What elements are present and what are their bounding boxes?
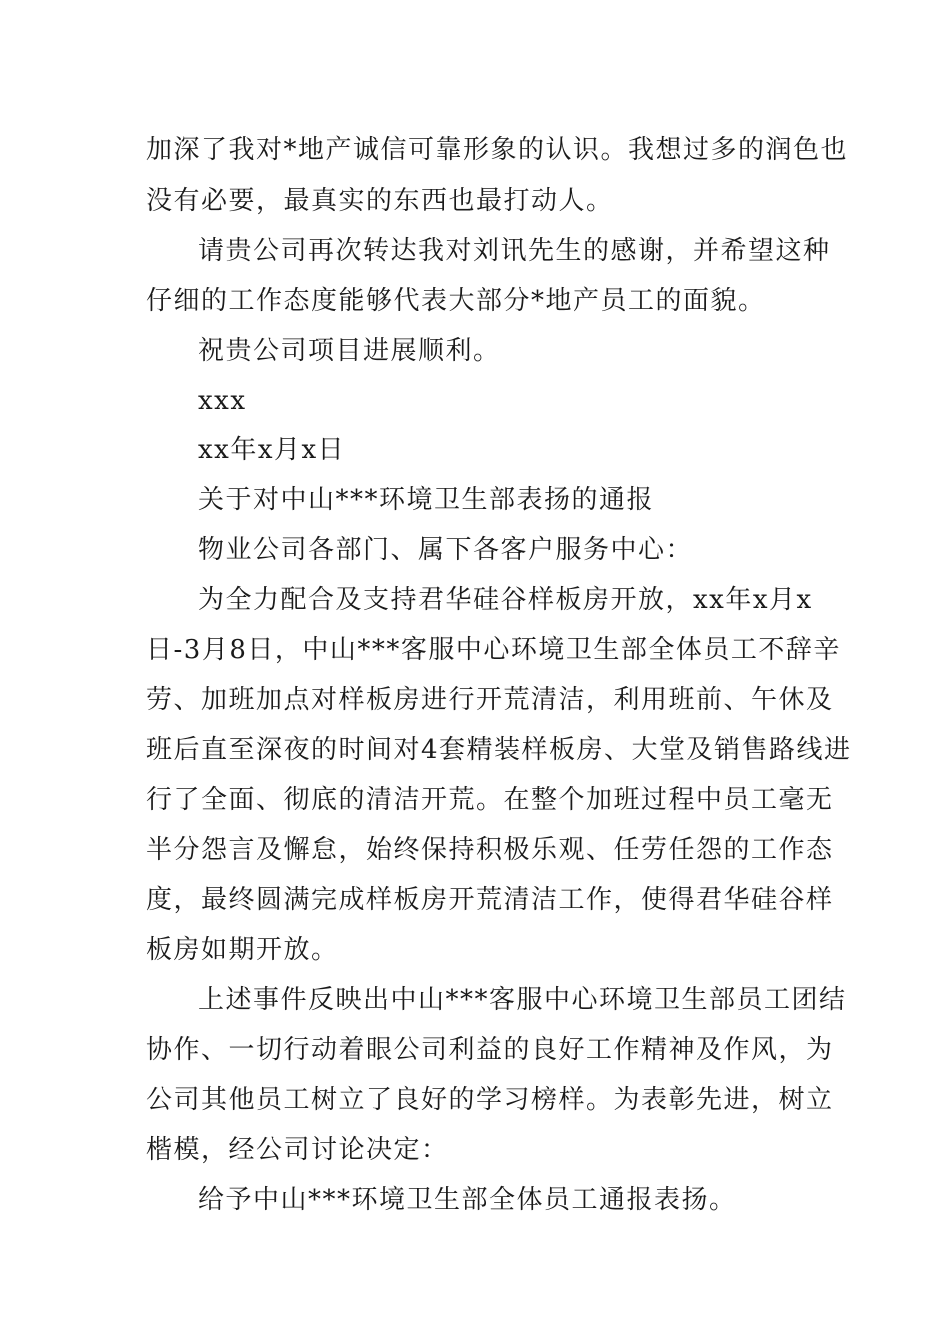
text-line: 没有必要，最真实的东西也最打动人。 [146, 186, 614, 216]
text-line: 公司其他员工树立了良好的学习榜样。为表彰先进，树立 [146, 1085, 834, 1115]
text-line: 度，最终圆满完成样板房开荒清洁工作，使得君华硅谷样 [146, 885, 834, 915]
paragraph-line: 请贵公司再次转达我对刘讯先生的感谢，并希望这种 [198, 236, 831, 266]
text-line: 半分怨言及懈怠，始终保持积极乐观、任劳任怨的工作态 [146, 835, 834, 865]
signature-date: xx年x月x日 [198, 435, 346, 465]
text-line: 板房如期开放。 [146, 935, 339, 965]
decision-line: 给予中山***环境卫生部全体员工通报表扬。 [198, 1185, 737, 1215]
text-line: 班后直至深夜的时间对4套精装样板房、大堂及销售路线进 [146, 735, 852, 765]
notice-title: 关于对中山***环境卫生部表扬的通报 [198, 485, 655, 515]
text-line: 仔细的工作态度能够代表大部分*地产员工的面貌。 [146, 286, 766, 316]
paragraph-line: 上述事件反映出中山***客服中心环境卫生部员工团结 [198, 985, 847, 1015]
text-line: 协作、一切行动着眼公司利益的良好工作精神及作风，为 [146, 1035, 834, 1065]
text-line: 日-3月8日，中山***客服中心环境卫生部全体员工不辞辛 [146, 635, 841, 665]
signature-name: xxx [198, 386, 247, 416]
text-line: 行了全面、彻底的清洁开荒。在整个加班过程中员工毫无 [146, 785, 834, 815]
notice-recipients: 物业公司各部门、属下各客户服务中心： [198, 535, 694, 565]
text-line: 加深了我对*地产诚信可靠形象的认识。我想过多的润色也 [146, 135, 849, 165]
text-line: 劳、加班加点对样板房进行开荒清洁，利用班前、午休及 [146, 685, 834, 715]
closing-wish: 祝贵公司项目进展顺利。 [198, 336, 501, 366]
paragraph-line: 为全力配合及支持君华硅谷样板房开放，xx年x月x [198, 585, 813, 615]
text-line: 楷模，经公司讨论决定： [146, 1135, 449, 1165]
